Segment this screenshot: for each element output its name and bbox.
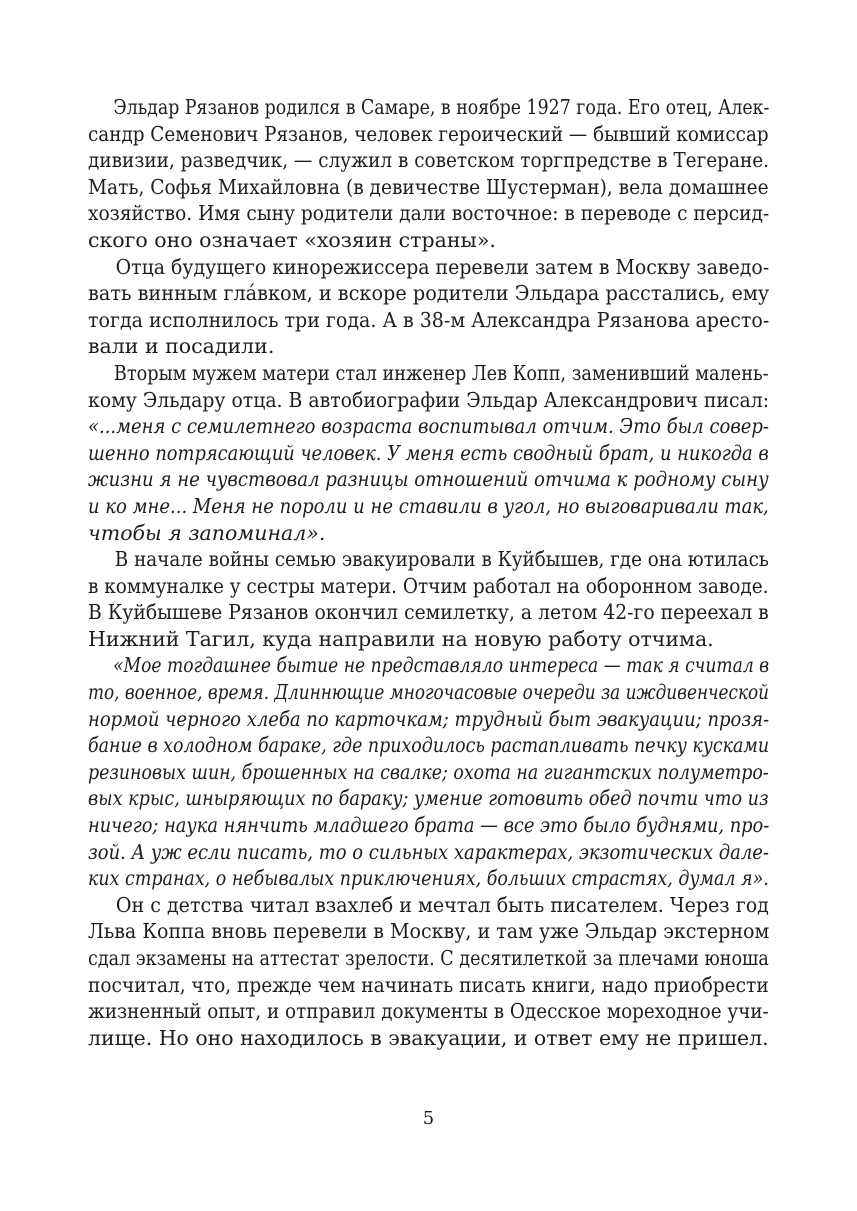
text-line: ких странах, о небывалых приключениях, больших страстях, думал я».	[88, 866, 769, 891]
page-number: 5	[422, 1108, 435, 1129]
text-line: в коммуналке у сестры матери. Отчим работал на оборонном заводе.	[88, 573, 769, 598]
text-line: жизни я не чувствовал разницы отношений отчима к родному сыну	[88, 467, 769, 492]
text-line: дивизии, разведчик, — служил в советском торгпредстве в Тегеране.	[88, 148, 770, 173]
paragraph	[88, 360, 769, 413]
text-line: «...меня с семилетнего возраста воспитывал отчим. Это был совер-	[88, 414, 770, 439]
text-line: вать винным глáвком, и вскоре родители Эльдара расстались, ему	[88, 281, 770, 306]
text-line: Он с детства читал взахлеб и мечтал быть писателем. Через год	[115, 892, 769, 917]
paragraph	[88, 892, 769, 1052]
text-line: вали и посадили.	[88, 334, 275, 359]
text-line: «Мое тогдашнее бытие не представляло интереса — так я считал в	[113, 653, 770, 678]
text-line: Мать, Софья Михайловна (в девичестве Шустерман), вела домашнее	[88, 174, 769, 199]
paragraph	[88, 254, 769, 360]
quote-paragraph	[88, 413, 769, 546]
text-line: ского оно означает «хозяин страны».	[88, 227, 496, 252]
text-line: жизненный опыт, и отправил документы в Одесское мореходное учи-	[88, 999, 769, 1024]
text-line: кому Эльдару отца. В автобиографии Эльдар Александрович писал:	[88, 387, 770, 412]
page-body	[88, 94, 769, 1051]
text-line: и ко мне... Меня не пороли и не ставили в угол, но выговаривали так,	[88, 493, 769, 518]
paragraph	[88, 94, 769, 254]
text-line: ничего; наука нянчить младшего брата — все это было буднями, про-	[88, 813, 770, 838]
text-line: Вторым мужем матери стал инженер Лев Копп, заменивший малень-	[113, 360, 769, 385]
text-line: резиновых шин, брошенных на свалке; охота на гигантских полуметро-	[88, 759, 769, 784]
text-line: В Куйбышеве Рязанов окончил семилетку, а летом 42-го переехал в	[88, 600, 769, 625]
quote-paragraph	[88, 652, 769, 891]
text-line: посчитал, что, прежде чем начинать писать книги, надо приобрести	[88, 972, 769, 997]
text-line: сдал экзамены на аттестат зрелости. С десятилеткой за плечами юноша	[88, 946, 769, 970]
text-line: зой. А уж если писать, то о сильных характерах, экзотических дале-	[88, 839, 769, 864]
text-line: шенно потрясающий человек. У меня есть сводный брат, и никогда в	[88, 440, 769, 465]
text-line: Эльдар Рязанов родился в Самаре, в ноябре 1927 года. Его отец, Алек-	[113, 95, 770, 119]
text-line: сандр Семенович Рязанов, человек героический — бывший комиссар	[88, 121, 769, 146]
text-line: В начале войны семью эвакуировали в Куйбышев, где она ютилась	[114, 547, 769, 572]
text-line: хозяйство. Имя сыну родители дали восточное: в переводе с персид-	[88, 201, 770, 226]
text-line: бание в холодном бараке, где приходилось растапливать печку кусками	[88, 733, 770, 758]
text-line: Льва Коппа вновь перевели в Москву, и там уже Эльдар экстерном	[88, 919, 770, 944]
text-line: нормой черного хлеба по карточкам; трудный быт эвакуации; прозя-	[88, 706, 770, 731]
text-line: Отца будущего кинорежиссера перевели затем в Москву заведо-	[115, 254, 770, 279]
text-line: лище. Но оно находилось в эвакуации, и ответ ему не пришел.	[88, 1025, 769, 1050]
text-line: тогда исполнилось три года. А в 38-м Александра Рязанова аресто-	[88, 307, 770, 332]
text-line: чтобы я запоминал».	[88, 520, 326, 545]
text-line: вых крыс, шныряющих по бараку; умение готовить обед почти что из	[88, 786, 769, 811]
text-line: Нижний Тагил, куда направили на новую работу отчима.	[88, 626, 714, 651]
text-line: то, военное, время. Длиннющие многочасовые очереди за иждивенческой	[88, 680, 770, 705]
paragraph	[88, 546, 769, 652]
